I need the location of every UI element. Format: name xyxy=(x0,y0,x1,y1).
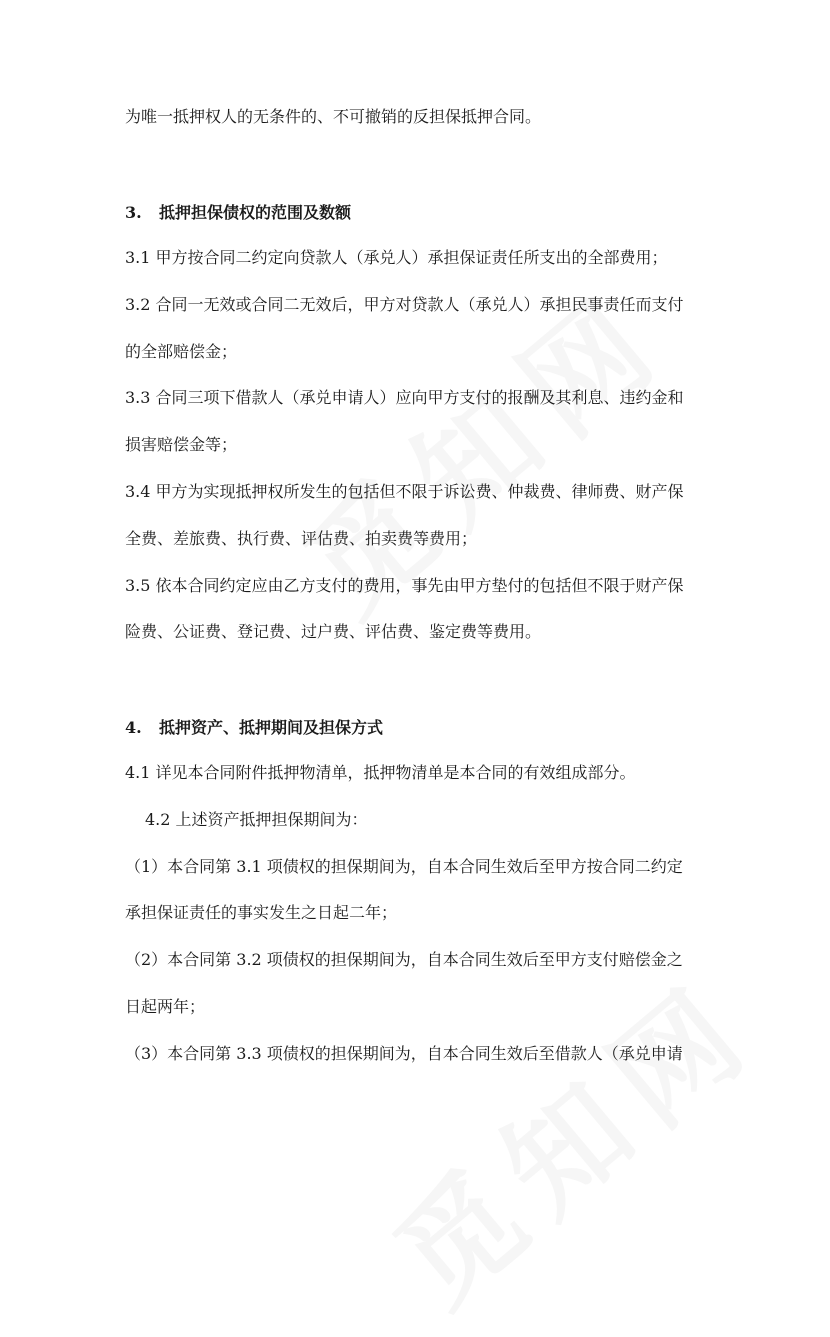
clause-3-2-cont: 的全部赔偿金； xyxy=(125,342,238,361)
item-2-cont: 日起两年； xyxy=(125,997,206,1016)
section-title: 抵押资产、抵押期间及担保方式 xyxy=(159,718,384,737)
section-number: 3. xyxy=(125,203,142,222)
section-number: 4. xyxy=(125,718,142,737)
clause-3-3: 3.3 合同三项下借款人（承兑申请人）应向甲方支付的报酬及其利息、违约金和 xyxy=(125,388,684,407)
clause-3-3-cont: 损害赔偿金等； xyxy=(125,435,238,454)
clause-3-4: 3.4 甲方为实现抵押权所发生的包括但不限于诉讼费、仲裁费、律师费、财产保 xyxy=(125,482,684,501)
clause-3-5-cont: 险费、公证费、登记费、过户费、评估费、鉴定费等费用。 xyxy=(125,622,542,641)
section-heading-4 xyxy=(125,718,383,738)
item-3: （3）本合同第 3.3 项债权的担保期间为，自本合同生效后至借款人（承兑申请 xyxy=(125,1044,683,1063)
section-heading-3 xyxy=(125,203,351,223)
item-1-cont: 承担保证责任的事实发生之日起二年； xyxy=(125,903,398,922)
clause-3-1: 3.1 甲方按合同二约定向贷款人（承兑人）承担保证责任所支出的全部费用； xyxy=(125,248,668,267)
paragraph-line: 为唯一抵押权人的无条件的、不可撤销的反担保抵押合同。 xyxy=(125,107,542,126)
watermark xyxy=(354,935,786,1337)
clause-4-2: 4.2 上述资产抵押担保期间为： xyxy=(145,810,368,829)
clause-3-5: 3.5 依本合同约定应由乙方支付的费用，事先由甲方垫付的包括但不限于财产保 xyxy=(125,576,684,595)
clause-4-1: 4.1 详见本合同附件抵押物清单，抵押物清单是本合同的有效组成部分。 xyxy=(125,763,636,782)
item-2: （2）本合同第 3.2 项债权的担保期间为，自本合同生效后至甲方支付赔偿金之 xyxy=(125,950,683,969)
section-title: 抵押担保债权的范围及数额 xyxy=(159,203,352,222)
clause-3-2: 3.2 合同一无效或合同二无效后，甲方对贷款人（承兑人）承担民事责任而支付 xyxy=(125,295,684,314)
clause-3-4-cont: 全费、差旅费、执行费、评估费、拍卖费等费用； xyxy=(125,529,478,548)
item-1: （1）本合同第 3.1 项债权的担保期间为，自本合同生效后至甲方按合同二约定 xyxy=(125,857,683,876)
